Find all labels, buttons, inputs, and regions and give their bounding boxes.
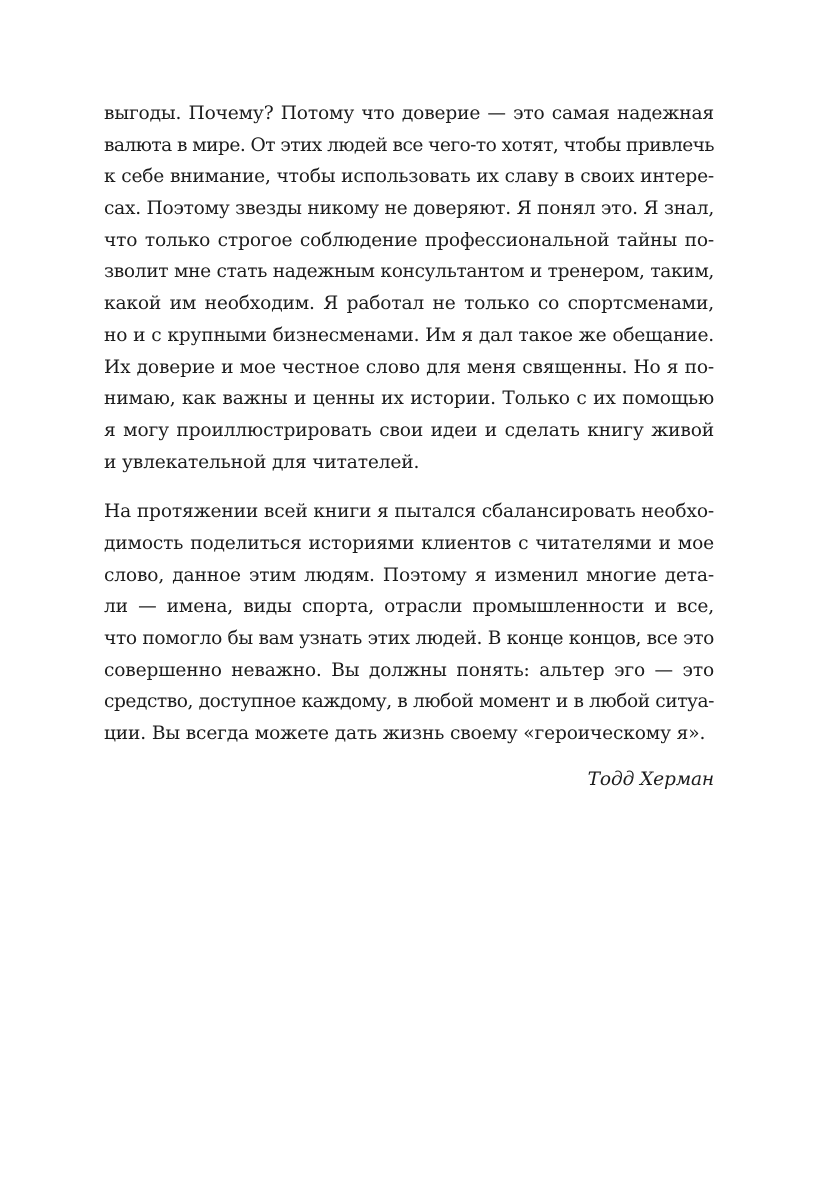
text-line: димость поделиться историями клиентов с читателями и мое	[104, 532, 714, 554]
text-line: совершенно неважно. Вы должны понять: альтер эго — это	[104, 659, 714, 681]
page-text	[104, 98, 714, 795]
text-line: я могу проиллюстрировать свои идеи и сделать книгу живой	[104, 419, 714, 441]
text-line: нимаю, как важны и ценны их истории. Только с их помощью	[104, 388, 714, 410]
text-line: Их доверие и мое честное слово для меня священны. Но я по-	[104, 356, 714, 378]
text-line: валюта в мире. От этих людей все чего-то хотят, чтобы привлечь	[104, 134, 714, 156]
text-line: выгоды. Почему? Потому что доверие — это самая надежная	[104, 103, 714, 124]
paragraph-gap	[104, 478, 714, 496]
text-line: средство, доступное каждому, в любой момент и в любой ситуа-	[104, 691, 714, 713]
text-line: но и с крупными бизнесменами. Им я дал такое же обещание.	[104, 324, 714, 346]
paragraph-2	[104, 496, 714, 750]
text-line: ли — имена, виды спорта, отрасли промышленности и все,	[104, 596, 714, 618]
text-line: сах. Поэтому звезды никому не доверяют. Я понял это. Я знал,	[104, 198, 714, 220]
text-line: что помогло бы вам узнать этих людей. В конце концов, все это	[104, 628, 714, 649]
author-signature: Тодд Херман	[587, 768, 714, 790]
text-line: На протяжении всей книги я пытался сбалансировать необхо-	[104, 501, 714, 523]
text-line: к себе внимание, чтобы использовать их славу в своих интере-	[104, 166, 714, 188]
text-line: что только строгое соблюдение профессиональной тайны по-	[104, 229, 714, 251]
text-line: зволит мне стать надежным консультантом и тренером, таким,	[104, 261, 714, 283]
text-line: и увлекательной для читателей.	[104, 451, 420, 473]
paragraph-1	[104, 98, 714, 478]
text-line: ции. Вы всегда можете дать жизнь своему «героическому я».	[104, 723, 706, 745]
text-line: слово, данное этим людям. Поэтому я изменил многие дета-	[104, 564, 714, 586]
text-line: какой им необходим. Я работал не только со спортсменами,	[104, 293, 714, 315]
